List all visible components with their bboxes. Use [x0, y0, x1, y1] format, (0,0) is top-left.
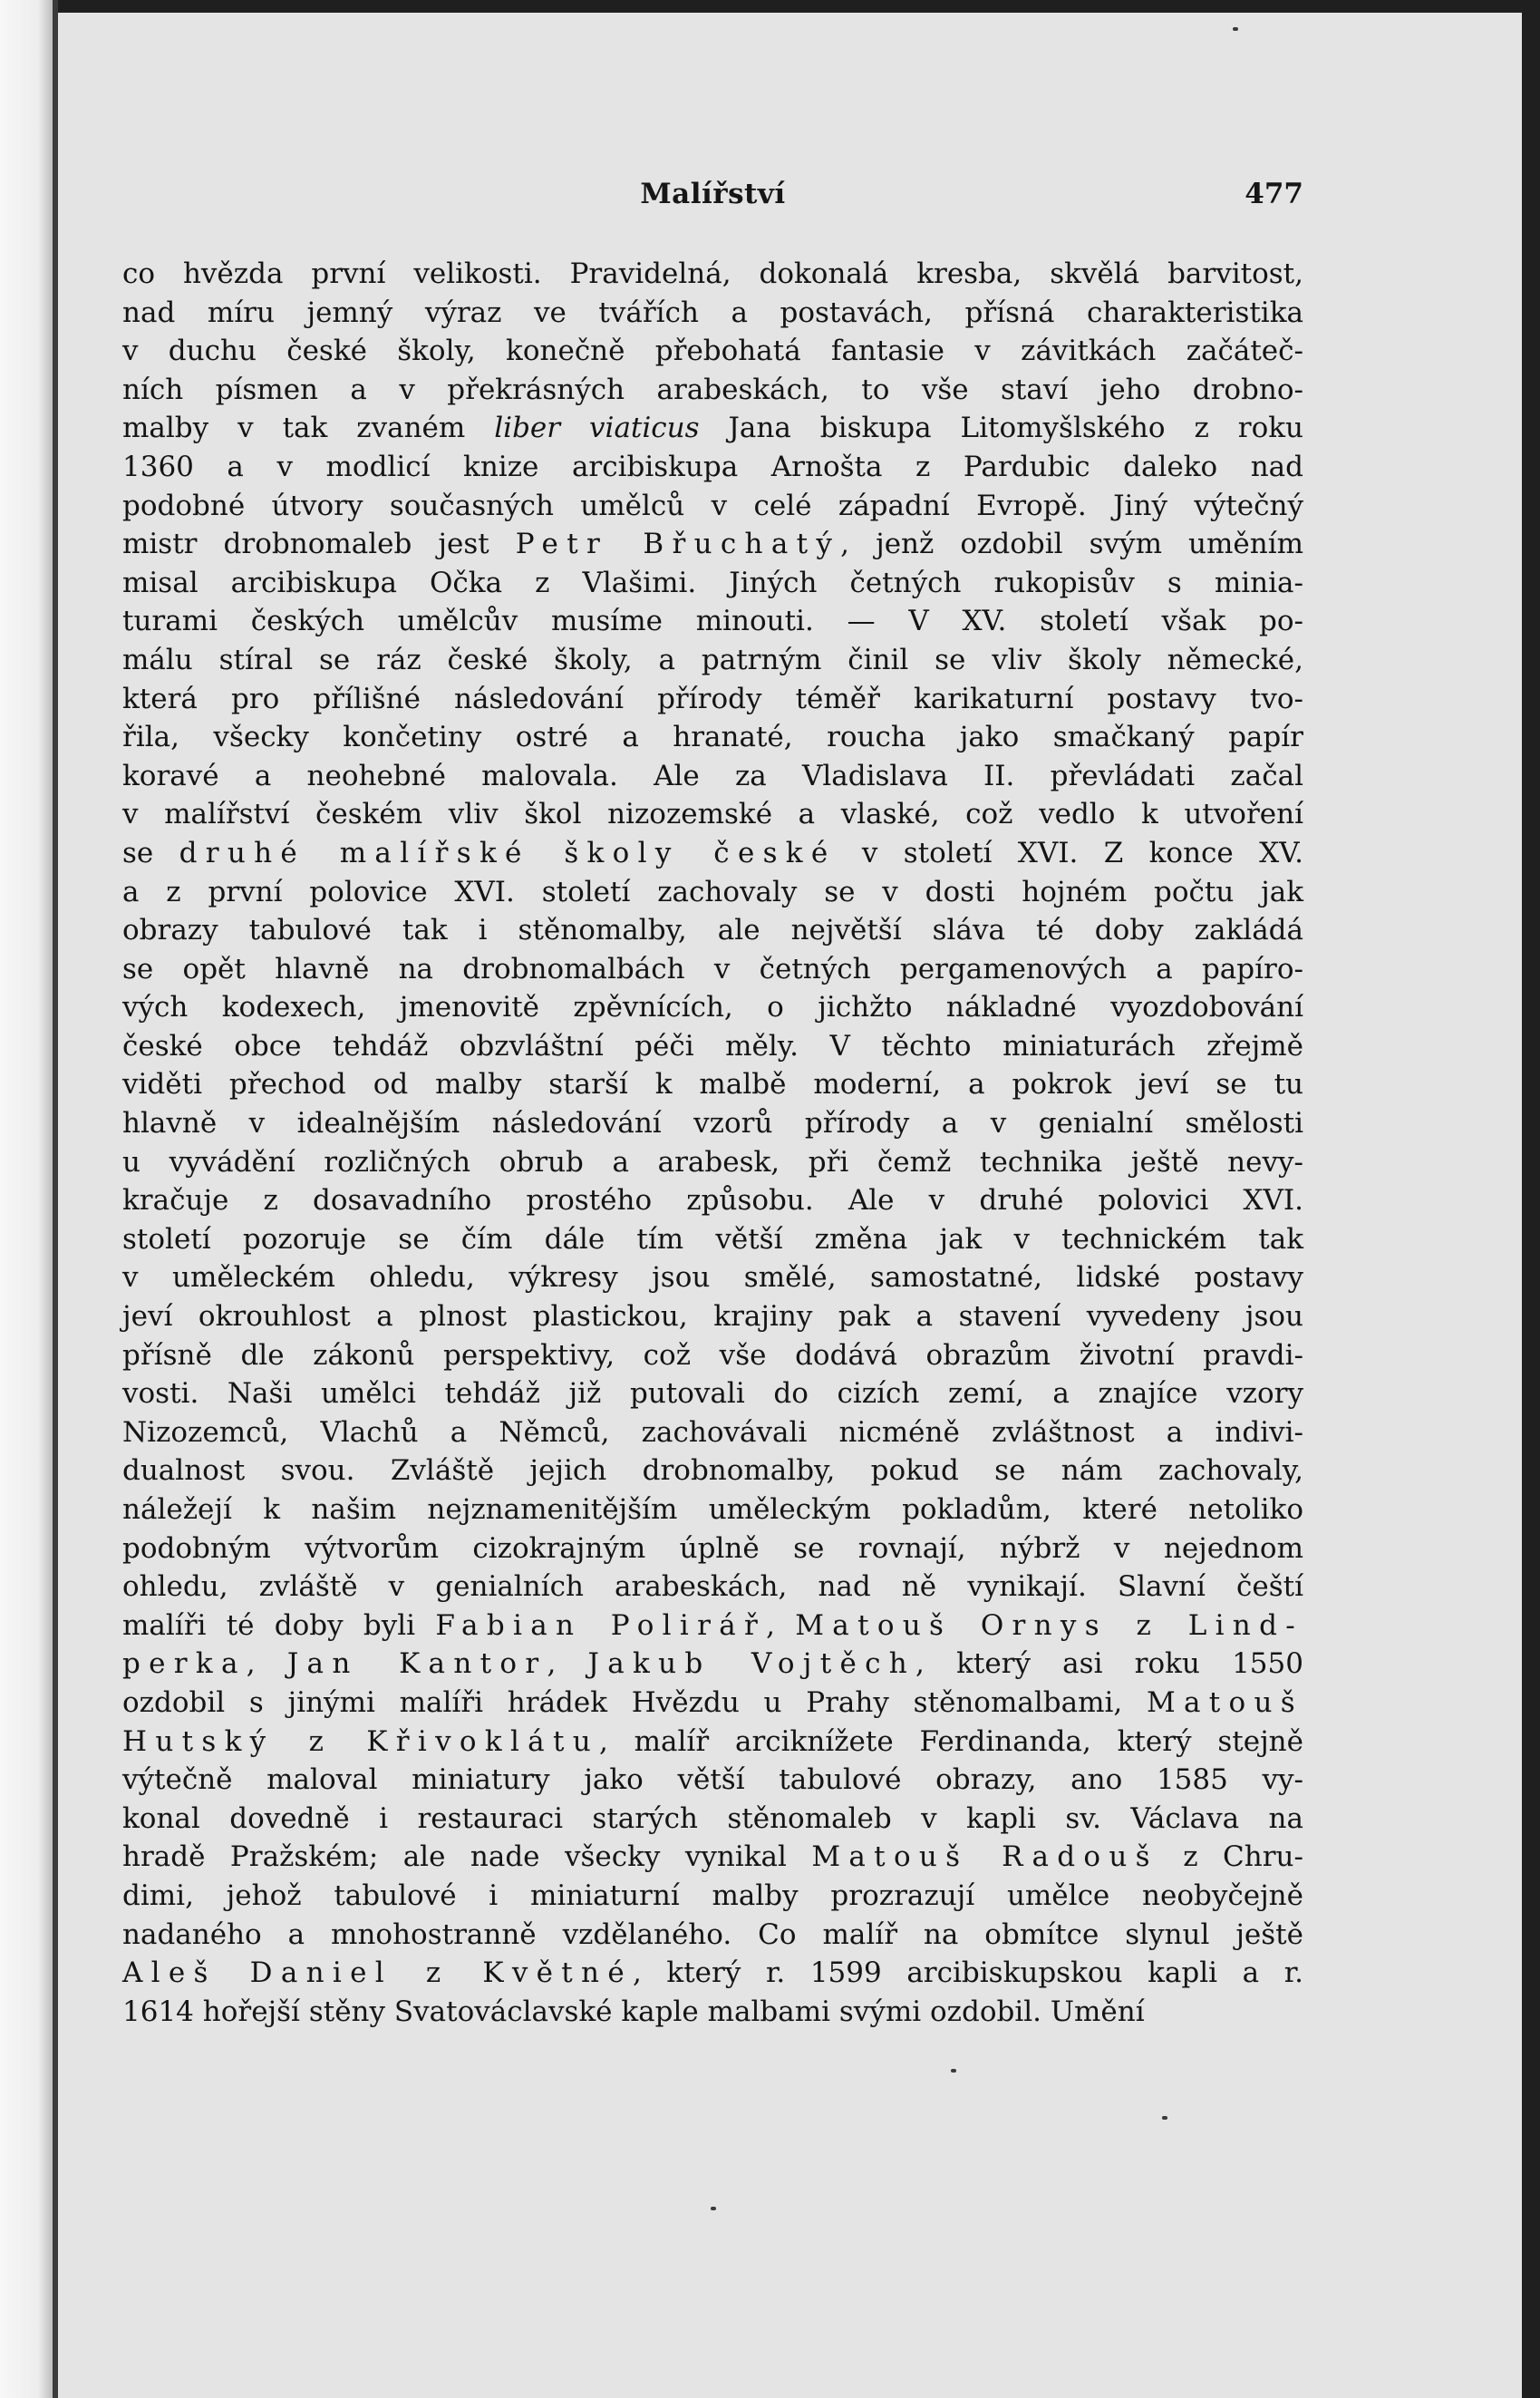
text-run: Nizozemců, Vlachů a Němců, zachovávali nicméně zvláštnost a indivi- [122, 1415, 1303, 1449]
text-line [122, 294, 1303, 333]
text-line [122, 564, 1303, 603]
text-run: se opět hlavně na drobnomalbách v četných pergamenových a papíro- [122, 952, 1303, 985]
scan-speck [1162, 2116, 1167, 2120]
text-run: nad míru jemný výraz ve tvářích a postavách, přísná charakteristika [122, 296, 1303, 329]
text-line [122, 255, 1303, 294]
text-run: koravé a neohebné malovala. Ale za Vladislava II. převládati začal [122, 759, 1303, 792]
text-line [122, 1181, 1303, 1220]
text-run: konal dovedně i restauraci starých stěnomaleb v kapli sv. Václava na [122, 1801, 1303, 1835]
text-run: podobné útvory současných umělců v celé západní Evropě. Jiný výtečný [122, 489, 1303, 522]
text-line [122, 1568, 1303, 1607]
text-run: z Chru- [1157, 1840, 1303, 1874]
page-header [122, 178, 1303, 214]
text-run: ohledu, zvláště v genialních arabeskách, nad ně vynikají. Slavní čeští [122, 1570, 1303, 1604]
text-line [122, 718, 1303, 757]
scan-speck [711, 2207, 716, 2210]
text-run: řila, všecky končetiny ostré a hranaté, roucha jako smačkaný papír [122, 721, 1303, 754]
text-line [122, 834, 1303, 873]
spaced-name: Matouš Ornys z Lind- [795, 1608, 1303, 1642]
adjacent-page-strip [0, 0, 54, 2398]
text-line [122, 757, 1303, 796]
text-line [122, 911, 1303, 950]
text-run: náležejí k našim nejznamenitějším uměleckým pokladům, které netoliko [122, 1493, 1303, 1526]
text-run: málu stíral se ráz české školy, a patrným činil se vliv školy německé, [122, 643, 1303, 676]
text-line [122, 1529, 1303, 1568]
text-line [122, 1374, 1303, 1413]
text-run: vosti. Naši umělci tehdáž již putovali do cizích zemí, a znajíce vzory [122, 1377, 1303, 1411]
text-run: hlavně v idealnějším následování vzorů přírody a v genialní smělosti [122, 1107, 1303, 1141]
spaced-name: Hutský z Křivoklátu [122, 1724, 599, 1758]
text-run: století pozoruje se čím dále tím větší změna jak v technickém tak [122, 1222, 1303, 1256]
text-line [122, 1761, 1303, 1800]
text-run: , [766, 1608, 796, 1642]
text-line [122, 1297, 1303, 1336]
text-run: u vyvádění rozličných obrub a arabesk, při čemž technika ještě nevy- [122, 1145, 1303, 1179]
text-line [122, 1104, 1303, 1143]
text-run: výtečně maloval miniatury jako větší tabulové obrazy, ano 1585 vy- [122, 1763, 1303, 1797]
spaced-name: druhé malířské školy české [179, 836, 837, 869]
spaced-name: Aleš Daniel z Květné [122, 1956, 633, 1990]
text-line [122, 1258, 1303, 1297]
text-line [122, 1800, 1303, 1839]
text-run: hradě Pražském; ale nade všecky vynikal [122, 1840, 812, 1874]
text-run: nadaného a mnohostranně vzdělaného. Co malíř na obmítce slynul ještě [122, 1917, 1303, 1951]
text-line [122, 680, 1303, 719]
text-line [122, 1413, 1303, 1452]
text-run: , [246, 1647, 287, 1681]
text-line [122, 1877, 1303, 1916]
text-run: české obce tehdáž obzvláštní péči měly. V těchto miniaturách zřejmě [122, 1029, 1303, 1063]
text-run: turami českých umělcův musíme minouti. — V XV. století však po- [122, 605, 1303, 638]
running-title: Malířství [640, 178, 786, 210]
text-run: se [122, 836, 179, 869]
text-run: podobným výtvorům cizokrajným úplně se rovnají, nýbrž v nejednom [122, 1531, 1303, 1565]
text-line [122, 1027, 1303, 1066]
text-run: , [547, 1647, 588, 1681]
scan-speck [1233, 27, 1238, 31]
spaced-name: Matouš [1146, 1685, 1303, 1719]
text-run: viděti přechod od malby starší k malbě moderní, a pokrok jeví se tu [122, 1068, 1303, 1102]
text-line [122, 1143, 1303, 1182]
text-run: , který r. 1599 arcibiskupskou kapli a r. [632, 1956, 1303, 1990]
text-line [122, 1916, 1303, 1955]
text-line [122, 1723, 1303, 1762]
text-line [122, 332, 1303, 371]
text-line [122, 873, 1303, 912]
text-line [122, 988, 1303, 1027]
text-run: dimi, jehož tabulové i miniaturní malby prozrazují umělce neobyčejně [122, 1879, 1303, 1912]
text-run: která pro přílišné následování přírody téměř karikaturní postavy tvo- [122, 682, 1303, 715]
text-run: co hvězda první velikosti. Pravidelná, dokonalá kresba, skvělá barvitost, [122, 257, 1303, 290]
text-run: přísně dle zákonů perspektivy, což vše dodává obrazům životní pravdi- [122, 1338, 1303, 1372]
text-run: , jenž ozdobil svým uměním [840, 528, 1303, 561]
text-run: 1614 hořejší stěny Svatováclavské kaple malbami svými ozdobil. Umění [122, 1995, 1145, 2028]
text-run: 1360 a v modlicí knize arcibiskupa Arnošta z Pardubic daleko nad [122, 450, 1303, 483]
spaced-name: Fabian Polirář [435, 1608, 767, 1642]
scan-speck [951, 2069, 956, 2073]
text-line [122, 409, 1303, 448]
text-line [122, 1954, 1303, 1993]
text-run: ozdobil s jinými malíři hrádek Hvězdu u Prahy stěnomalbami, [122, 1685, 1147, 1719]
italic-title: liber viaticus [494, 412, 700, 445]
text-run: ních písmen a v překrásných arabeskách, to vše staví jeho drobno- [122, 373, 1303, 406]
text-run: v duchu české školy, konečně přebohatá fantasie v závitkách začáteč- [122, 335, 1303, 368]
body-text [122, 255, 1303, 2031]
spaced-name: Petr Břuchatý [515, 528, 841, 561]
text-line [122, 1993, 1303, 2032]
text-line [122, 602, 1303, 641]
text-line [122, 1220, 1303, 1259]
text-run: v uměleckém ohledu, výkresy jsou smělé, samostatné, lidské postavy [122, 1261, 1303, 1295]
text-line [122, 1684, 1303, 1723]
text-run: Jana biskupa Litomyšlského z roku [699, 412, 1303, 445]
text-line [122, 525, 1303, 564]
text-run: malby v tak zvaném [122, 412, 495, 445]
text-run: obrazy tabulové tak i stěnomalby, ale největší sláva té doby zakládá [122, 914, 1303, 947]
text-run: mistr drobnomaleb jest [122, 528, 516, 561]
text-line [122, 1607, 1303, 1646]
text-run: v malířství českém vliv škol nizozemské a vlaské, což vedlo k utvoření [122, 798, 1303, 831]
text-run: misal arcibiskupa Očka z Vlašimi. Jiných četných rukopisův s minia- [122, 566, 1303, 599]
text-line [122, 950, 1303, 989]
text-run: , malíř arciknížete Ferdinanda, který stejně [598, 1724, 1303, 1758]
text-line [122, 371, 1303, 410]
text-line [122, 1490, 1303, 1529]
spaced-name: Jan Kantor [286, 1647, 547, 1681]
text-run: v století XVI. Z konce XV. [836, 836, 1303, 869]
text-run: dualnost svou. Zvláště jejich drobnomalby, pokud se nám zachovaly, [122, 1454, 1303, 1488]
text-line [122, 641, 1303, 680]
text-line [122, 1645, 1303, 1684]
text-run: , který asi roku 1550 [915, 1647, 1303, 1681]
text-run: malíři té doby byli [122, 1608, 436, 1642]
text-line [122, 1838, 1303, 1877]
spaced-name: perka [122, 1647, 247, 1681]
text-run: vých kodexech, jmenovitě zpěvnících, o jichžto nákladné vyozdobování [122, 991, 1303, 1024]
text-line [122, 795, 1303, 834]
text-line [122, 1065, 1303, 1104]
text-line [122, 1451, 1303, 1490]
text-run: jeví okrouhlost a plnost plastickou, krajiny pak a stavení vyvedeny jsou [122, 1300, 1303, 1334]
text-run: kračuje z dosavadního prostého způsobu. Ale v druhé polovici XVI. [122, 1184, 1303, 1218]
text-run: a z první polovice XVI. století zachovaly se v dosti hojném počtu jak [122, 875, 1303, 908]
spaced-name: Matouš Radouš [811, 1840, 1158, 1874]
text-line [122, 1336, 1303, 1375]
text-line [122, 487, 1303, 526]
page-number: 477 [1245, 178, 1303, 210]
spaced-name: Jakub Vojtěch [587, 1647, 916, 1681]
text-line [122, 448, 1303, 487]
